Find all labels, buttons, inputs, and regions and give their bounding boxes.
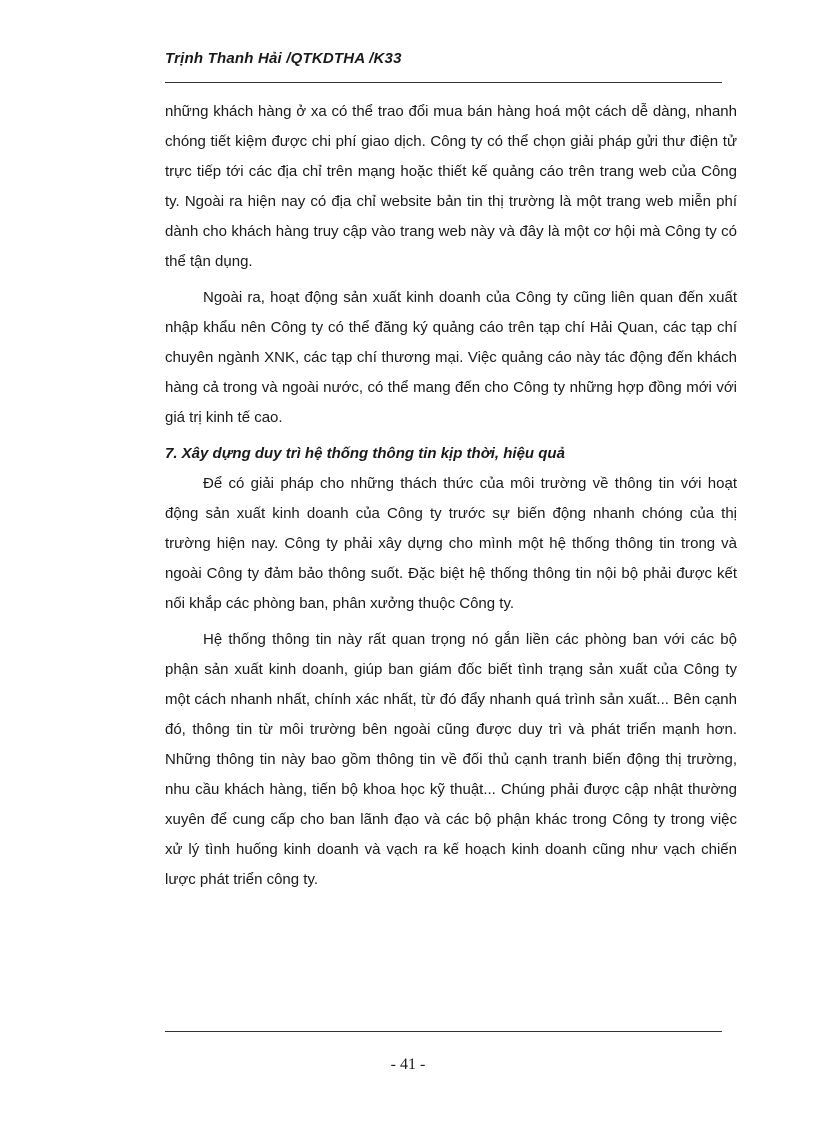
body-paragraph-3: Để có giải pháp cho những thách thức của môi trường về thông tin với hoạt động sản xuất kinh doanh của Công ty trước sự biến động nhanh chóng của thị trường hiện nay. Công ty phải xây dựng cho mình một hệ thống thông tin trong và ngoài Công ty đảm bảo thông suốt. Đặc biệt hệ thống thông tin nội bộ phải được kết nối khắp các phòng ban, phân xưởng thuộc Công ty. (165, 475, 737, 612)
running-header: Trịnh Thanh Hải /QTKDTHA /K33 (165, 50, 402, 67)
body-paragraph-2: Ngoài ra, hoạt động sản xuất kinh doanh của Công ty cũng liên quan đến xuất nhập khẩu nên Công ty có thể đăng ký quảng cáo trên tạp chí Hải Quan, các tạp chí chuyên ngành XNK, các tạp chí thương mại. Việc quảng cáo này tác động đến khách hàng cả trong và ngoài nước, có thể mang đến cho Công ty những hợp đồng mới với giá trị kinh tế cao. (165, 289, 737, 426)
body-paragraph-4: Hệ thống thông tin này rất quan trọng nó gắn liền các phòng ban với các bộ phận sản xuất kinh doanh, giúp ban giám đốc biết tình trạng sản xuất của Công ty một cách nhanh nhất, chính xác nhất, từ đó đẩy nhanh quá trình sản xuất... Bên cạnh đó, thông tin từ môi trường bên ngoài cũng được duy trì và phát triển mạnh hơn. Những thông tin này bao gồm thông tin về đối thủ cạnh tranh biến động thị trường, nhu cầu khách hàng, tiến bộ khoa học kỹ thuật... Chúng phải được cập nhật thường xuyên để cung cấp cho ban lãnh đạo và các bộ phận khác trong Công ty trong việc xử lý tình huống kinh doanh và vạch ra kế hoạch kinh doanh cũng như vạch chiến lược phát triển công ty. (165, 631, 737, 888)
page-body (165, 97, 737, 895)
page-number: - 41 - (390, 1056, 426, 1073)
body-paragraph-1: những khách hàng ở xa có thể trao đổi mua bán hàng hoá một cách dễ dàng, nhanh chóng tiết kiệm được chi phí giao dịch. Công ty có thể chọn giải pháp gửi thư điện tử trực tiếp tới các địa chỉ trên mạng hoặc thiết kế quảng cáo trên trang web của Công ty. Ngoài ra hiện nay có địa chỉ website bản tin thị trường là một trang web miễn phí dành cho khách hàng truy cập vào trang web này và đây là một cơ hội mà Công ty có thể tận dụng. (165, 103, 737, 270)
footer-rule (165, 1031, 722, 1032)
section-heading: 7. Xây dựng duy trì hệ thống thông tin kịp thời, hiệu quả (165, 445, 565, 462)
header-rule (165, 82, 722, 83)
